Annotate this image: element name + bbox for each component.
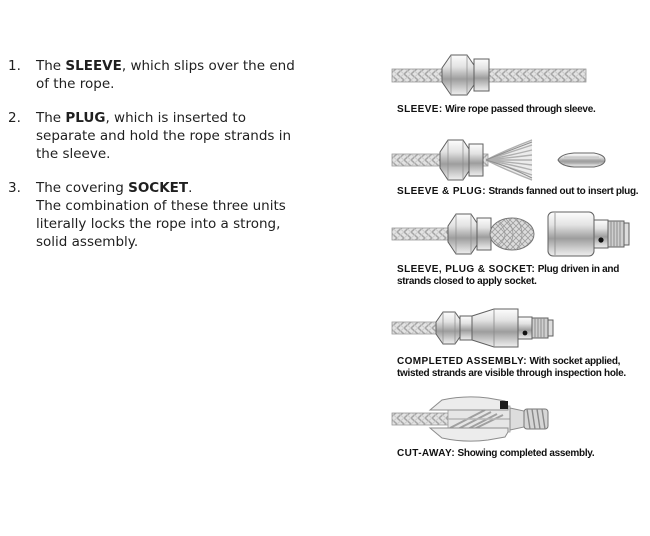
caption-text: With socket applied, twisted strands are visible through inspection hole. — [397, 356, 626, 379]
list-item-socket — [8, 179, 376, 251]
keyword-socket: SOCKET — [128, 180, 189, 196]
item-text — [36, 109, 291, 163]
figure-completed-assembly — [390, 304, 648, 379]
completed-assembly-illustration — [390, 304, 575, 354]
caption-term: SLEEVE & PLUG: — [397, 186, 486, 197]
text-line: The covering SOCKET. — [36, 180, 193, 196]
sleeve-and-plug-illustration — [390, 136, 625, 184]
figure-caption — [397, 264, 647, 287]
figure-caption — [397, 448, 647, 460]
keyword-sleeve: SLEEVE — [65, 58, 122, 74]
cut-away-illustration — [390, 394, 570, 446]
instruction-list — [8, 57, 376, 267]
text-line: The combination of these three units — [36, 198, 286, 214]
figure-caption — [397, 186, 647, 198]
figure-sleeve — [390, 50, 648, 116]
figure-sleeve-plug-socket — [390, 208, 648, 287]
sleeve-plug-socket-illustration — [390, 208, 635, 262]
list-item-plug — [8, 109, 376, 163]
item-text — [36, 57, 295, 93]
figure-sleeve-plug — [390, 136, 648, 198]
text-line: The SLEEVE, which slips over the end — [36, 58, 295, 74]
caption-text: Strands fanned out to insert plug. — [488, 186, 639, 197]
caption-text: Wire rope passed through sleeve. — [445, 104, 596, 115]
figure-caption — [397, 356, 647, 379]
text-line: solid assembly. — [36, 234, 139, 250]
item-number: 1. — [8, 58, 21, 74]
figure-caption — [397, 104, 647, 116]
text-line: separate and hold the rope strands in — [36, 128, 292, 144]
item-number: 2. — [8, 110, 21, 126]
caption-term: COMPLETED ASSEMBLY: — [397, 356, 528, 367]
text-line: literally locks the rope into a strong, — [36, 216, 281, 232]
figure-column — [390, 0, 648, 536]
keyword-plug: PLUG — [65, 110, 106, 126]
caption-term: SLEEVE, PLUG & SOCKET: — [397, 264, 536, 275]
caption-term: CUT-AWAY: — [397, 448, 456, 459]
item-text — [36, 179, 286, 251]
list-item-sleeve — [8, 57, 376, 93]
wire-rope-through-sleeve-illustration — [390, 50, 590, 102]
figure-cut-away — [390, 394, 648, 460]
caption-term: SLEEVE: — [397, 104, 443, 115]
caption-text: Showing completed assembly. — [457, 448, 595, 459]
item-number: 3. — [8, 180, 21, 196]
caption-text: Plug driven in and strands closed to apply socket. — [397, 264, 620, 287]
text-line: of the rope. — [36, 76, 115, 92]
text-line: The PLUG, which is inserted to — [36, 110, 246, 126]
text-line: the sleeve. — [36, 146, 111, 162]
